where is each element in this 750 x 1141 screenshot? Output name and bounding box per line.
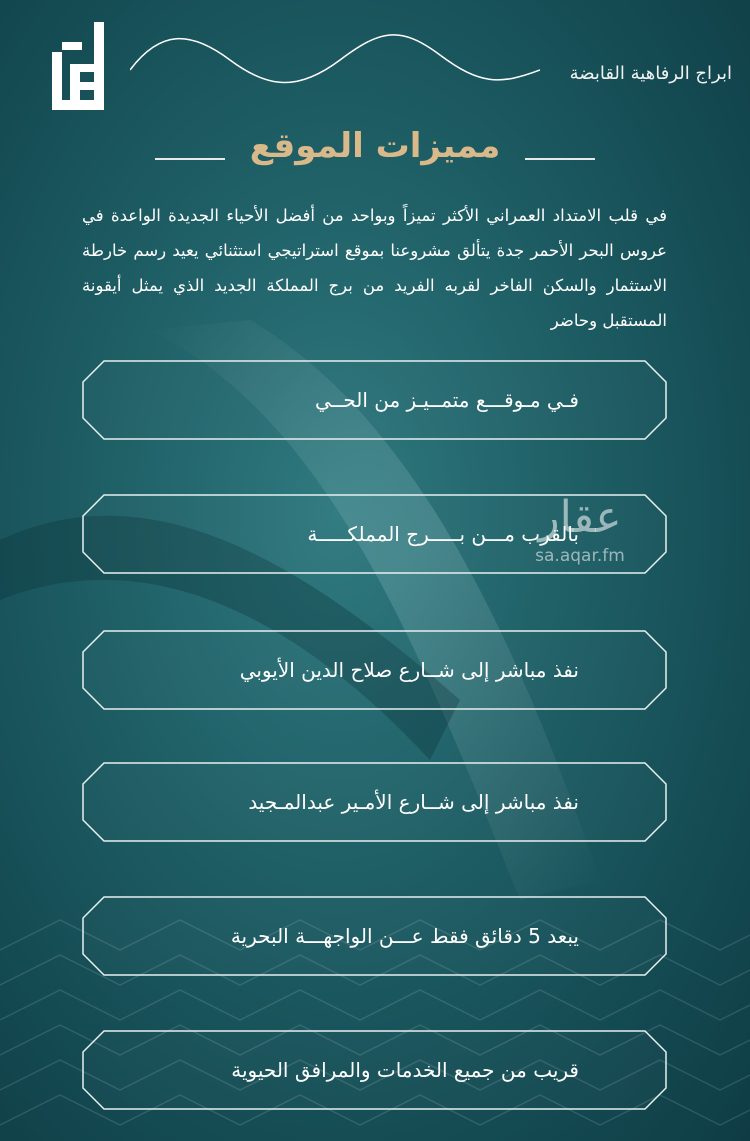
feature-item <box>82 762 667 842</box>
feature-item <box>82 360 667 440</box>
brand-name: ابراج الرفاهية القابضة <box>569 63 732 84</box>
feature-item <box>82 1030 667 1110</box>
feature-item <box>82 896 667 976</box>
watermark-logo-text: عقار <box>538 492 622 543</box>
watermark-url: sa.aqar.fm <box>535 546 625 566</box>
feature-label: قريب من جميع الخدمات والمرافق الحيوية <box>231 1058 579 1082</box>
feature-item <box>82 630 667 710</box>
feature-label: بالقرب مـــن بـــــرج المملكـــــة <box>307 522 579 546</box>
feature-label: نفذ مباشر إلى شــارع الأمـير عبدالمـجيد <box>248 790 579 814</box>
title-divider-right <box>525 158 595 160</box>
aqar-watermark <box>525 490 635 580</box>
tower-logo-icon <box>48 22 112 110</box>
feature-label: يبعد 5 دقائق فقط عـــن الواجهـــة البحرية <box>230 924 579 948</box>
header-wave-line <box>130 30 540 90</box>
intro-paragraph: في قلب الامتداد العمراني الأكثر تميزاً وبواحد من أفضل الأحياء الجديدة الواعدة في عروس البحر الأحمر جدة يتألق مشروعنا بموقع استراتيجي استثنائي يعيد رسم خارطة الاستثمار والسكن الفاخر لقربه الفريد من برج المملكة الجديد الذي يمثل أيقونة المستقبل وحاضر <box>82 206 667 330</box>
feature-label: فـي مـوقـــع متمــيـز من الحــي <box>314 388 579 412</box>
feature-label: نفذ مباشر إلى شــارع صلاح الدين الأيوبي <box>239 658 579 682</box>
page-title: مميزات الموقع <box>249 126 501 166</box>
